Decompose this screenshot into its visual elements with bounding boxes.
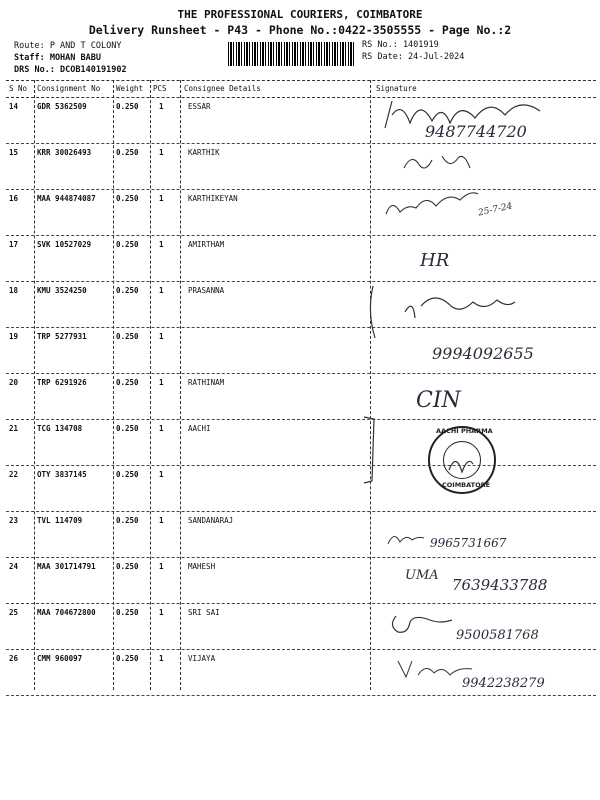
handwritten-initials-17: HR [420,250,450,271]
row-consignment: OTY 3837145 [37,470,87,479]
barcode [228,42,356,66]
col-weight: Weight [116,84,144,93]
bracket-mark [360,415,380,485]
row-consignee: AMIRTHAM [188,240,225,249]
row-sno: 21 [9,424,19,433]
row-pcs: 1 [159,424,164,433]
row-sno: 14 [9,102,19,111]
row-weight: 0.250 [116,378,139,387]
row-sno: 22 [9,470,19,479]
row-consignment: TRP 6291926 [37,378,87,387]
row-pcs: 1 [159,148,164,157]
signature-scribble-23 [386,528,426,548]
row-pcs: 1 [159,102,164,111]
row-weight: 0.250 [116,654,139,663]
row-consignment: GDR 5362509 [37,102,87,111]
table-row [6,465,596,512]
col-consignee: Consignee Details [184,84,261,93]
company-title: THE PROFESSIONAL COURIERS, COIMBATORE [177,8,423,21]
row-sno: 15 [9,148,19,157]
rs-date: RS Date: 24-Jul-2024 [362,52,465,62]
row-pcs: 1 [159,194,164,203]
row-weight: 0.250 [116,148,139,157]
row-consignment: SVK 10527029 [37,240,92,249]
row-consignee: ESSAR [188,102,211,111]
row-weight: 0.250 [116,332,139,341]
row-consignment: CMM 960097 [37,654,83,663]
drs-number: DRS No.: DCOB140191902 [14,65,127,75]
row-consignee: KARTHIK [188,148,220,157]
row-consignment: MAA 944874087 [37,194,96,203]
row-consignee: AACHI [188,424,211,433]
row-weight: 0.250 [116,286,139,295]
col-consignment: Consignment No [37,84,101,93]
table-row [6,143,596,190]
signature-scribble-25 [386,608,456,638]
handwritten-name-24: UMA [405,568,439,583]
row-consignee: SANDANARAJ [188,516,234,525]
row-sno: 16 [9,194,19,203]
row-sno: 20 [9,378,19,387]
row-pcs: 1 [159,516,164,525]
handwritten-date-16: 25-7-24 [477,201,514,219]
row-pcs: 1 [159,654,164,663]
row-pcs: 1 [159,378,164,387]
col-signature: Signature [376,84,417,93]
handwritten-phone-26: 9942238279 [462,676,545,691]
row-consignee: MAHESH [188,562,216,571]
row-consignment: KMU 3524250 [37,286,87,295]
handwritten-phone-14: 9487744720 [425,122,527,141]
row-weight: 0.250 [116,424,139,433]
row-pcs: 1 [159,332,164,341]
signature-scribble-16 [382,184,482,224]
row-consignment: KRR 30026493 [37,148,92,157]
rs-number: RS No.: 1401919 [362,40,439,50]
row-sno: 25 [9,608,19,617]
col-sno: S No [9,84,28,93]
row-weight: 0.250 [116,102,139,111]
row-weight: 0.250 [116,562,139,571]
row-weight: 0.250 [116,608,139,617]
route-label: Route: P AND T COLONY [14,41,122,51]
row-pcs: 1 [159,470,164,479]
row-consignee: SRI SAI [188,608,220,617]
row-consignment: TRP 5277931 [37,332,87,341]
row-weight: 0.250 [116,194,139,203]
handwritten-phone-23: 9965731667 [430,536,507,550]
row-consignee: PRASANNA [188,286,225,295]
row-weight: 0.250 [116,516,139,525]
row-sno: 17 [9,240,19,249]
runsheet-subtitle: Delivery Runsheet - P43 - Phone No.:0422-3505555 - Page No.:2 [88,23,512,37]
row-consignee: RATHINAM [188,378,225,387]
handwritten-phone-25: 9500581768 [456,628,539,643]
handwritten-phone-24: 7639433788 [452,576,548,594]
table-row [6,235,596,282]
col-pcs: PCS [153,84,167,93]
handwritten-phone-19: 9994092655 [432,344,534,363]
row-weight: 0.250 [116,470,139,479]
company-stamp: AACHI PHARMA COIMBATORE [428,426,496,494]
row-consignment: TVL 114709 [37,516,83,525]
signature-scribble-15 [400,148,480,176]
row-pcs: 1 [159,286,164,295]
row-pcs: 1 [159,240,164,249]
signature-scribble-21 [446,450,476,480]
row-sno: 19 [9,332,19,341]
table-row [6,511,596,558]
row-consignee: VIJAYA [188,654,216,663]
signature-scribble-18 [365,282,535,342]
row-sno: 18 [9,286,19,295]
row-sno: 24 [9,562,19,571]
row-sno: 26 [9,654,19,663]
row-pcs: 1 [159,562,164,571]
staff-label: Staff: MOHAN BABU [14,53,101,63]
table-row [6,373,596,420]
row-weight: 0.250 [116,240,139,249]
handwritten-initials-20: CIN [416,388,461,413]
row-pcs: 1 [159,608,164,617]
row-sno: 23 [9,516,19,525]
row-consignee: KARTHIKEYAN [188,194,238,203]
row-consignment: MAA 301714791 [37,562,96,571]
table-row [6,419,596,466]
row-consignment: MAA 704672800 [37,608,96,617]
row-consignment: TCG 134708 [37,424,83,433]
